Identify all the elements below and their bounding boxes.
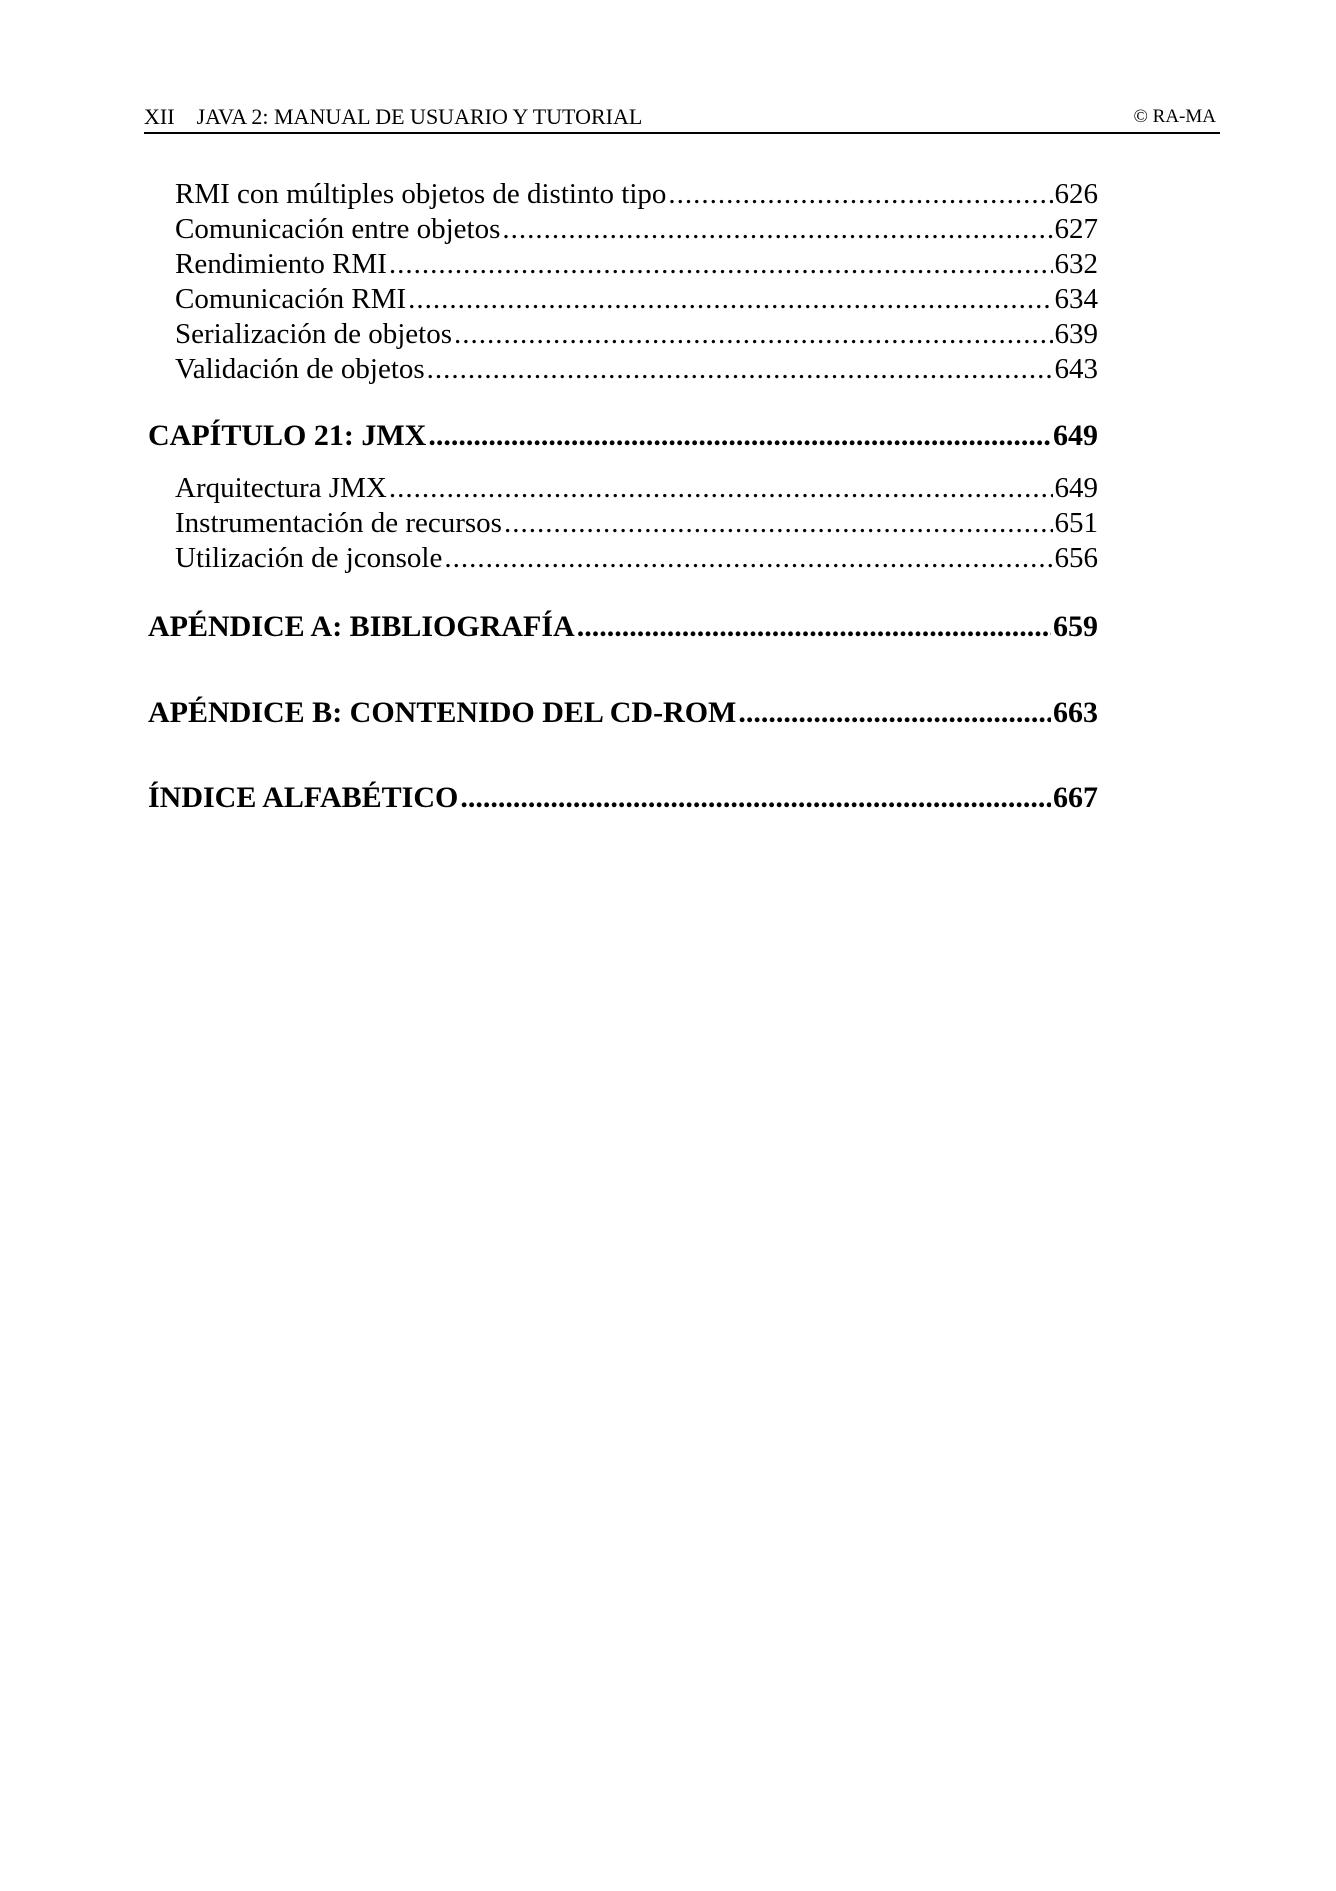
toc-chapter-title: APÉNDICE A: BIBLIOGRAFÍA xyxy=(148,610,575,643)
toc-chapter-page: 667 xyxy=(1053,781,1098,814)
toc-entry xyxy=(175,505,1098,541)
toc-chapter-title: APÉNDICE B: CONTENIDO DEL CD-ROM xyxy=(148,696,737,729)
dot-leader xyxy=(460,778,1051,818)
toc-entry-title: Instrumentación de recursos xyxy=(175,507,502,539)
dot-leader xyxy=(668,176,1052,212)
toc-chapter-entry xyxy=(148,607,1098,647)
toc-entry xyxy=(175,281,1098,317)
toc-entry-page: 651 xyxy=(1054,507,1098,539)
toc-entry-page: 632 xyxy=(1054,248,1098,280)
toc-chapter-page: 659 xyxy=(1053,610,1098,643)
dot-leader xyxy=(738,693,1051,733)
toc-entry-title: Comunicación entre objetos xyxy=(175,213,501,245)
toc-entry xyxy=(175,540,1098,576)
toc-chapter-title: ÍNDICE ALFABÉTICO xyxy=(148,781,459,814)
toc-chapter-entry xyxy=(148,693,1098,733)
toc-entry-page: 634 xyxy=(1054,283,1098,315)
toc-chapter-page: 649 xyxy=(1053,419,1098,452)
toc-entry xyxy=(175,246,1098,282)
toc-entry xyxy=(175,470,1098,506)
toc-entry-page: 643 xyxy=(1054,353,1098,385)
toc-chapter-entry xyxy=(148,778,1098,818)
dot-leader xyxy=(577,607,1051,647)
dot-leader xyxy=(389,470,1053,506)
header-left xyxy=(144,102,642,132)
dot-leader xyxy=(427,351,1053,387)
dot-leader xyxy=(504,505,1053,541)
dot-leader xyxy=(444,540,1052,576)
toc-entry-title: Serialización de objetos xyxy=(175,318,453,350)
toc-entry xyxy=(175,211,1098,247)
book-title: JAVA 2: MANUAL DE USUARIO Y TUTORIAL xyxy=(196,104,643,129)
toc-entry-title: Rendimiento RMI xyxy=(175,248,387,280)
toc-entry-title: Comunicación RMI xyxy=(175,283,407,315)
toc-entry-title: Arquitectura JMX xyxy=(175,472,387,504)
toc-chapter-entry xyxy=(148,416,1098,456)
dot-leader xyxy=(454,316,1052,352)
toc-entry-title: Validación de objetos xyxy=(175,353,425,385)
dot-leader xyxy=(408,281,1052,317)
toc-entry xyxy=(175,316,1098,352)
toc-entry-page: 639 xyxy=(1054,318,1098,350)
page-number: XII xyxy=(144,104,175,129)
publisher-mark: © RA-MA xyxy=(1133,106,1216,127)
toc-entry-title: RMI con múltiples objetos de distinto tipo xyxy=(175,178,667,210)
dot-leader xyxy=(389,246,1053,282)
toc-entry xyxy=(175,351,1098,387)
dot-leader xyxy=(428,416,1051,456)
toc-entry-page: 649 xyxy=(1054,472,1098,504)
dot-leader xyxy=(502,211,1052,247)
toc-entry-page: 627 xyxy=(1054,213,1098,245)
running-header xyxy=(144,100,1220,134)
toc-entry xyxy=(175,176,1098,212)
toc-entry-title: Utilización de jconsole xyxy=(175,542,443,574)
toc-chapter-title: CAPÍTULO 21: JMX xyxy=(148,419,427,452)
toc-chapter-page: 663 xyxy=(1053,696,1098,729)
toc-entry-page: 626 xyxy=(1054,178,1098,210)
toc-entry-page: 656 xyxy=(1054,542,1098,574)
